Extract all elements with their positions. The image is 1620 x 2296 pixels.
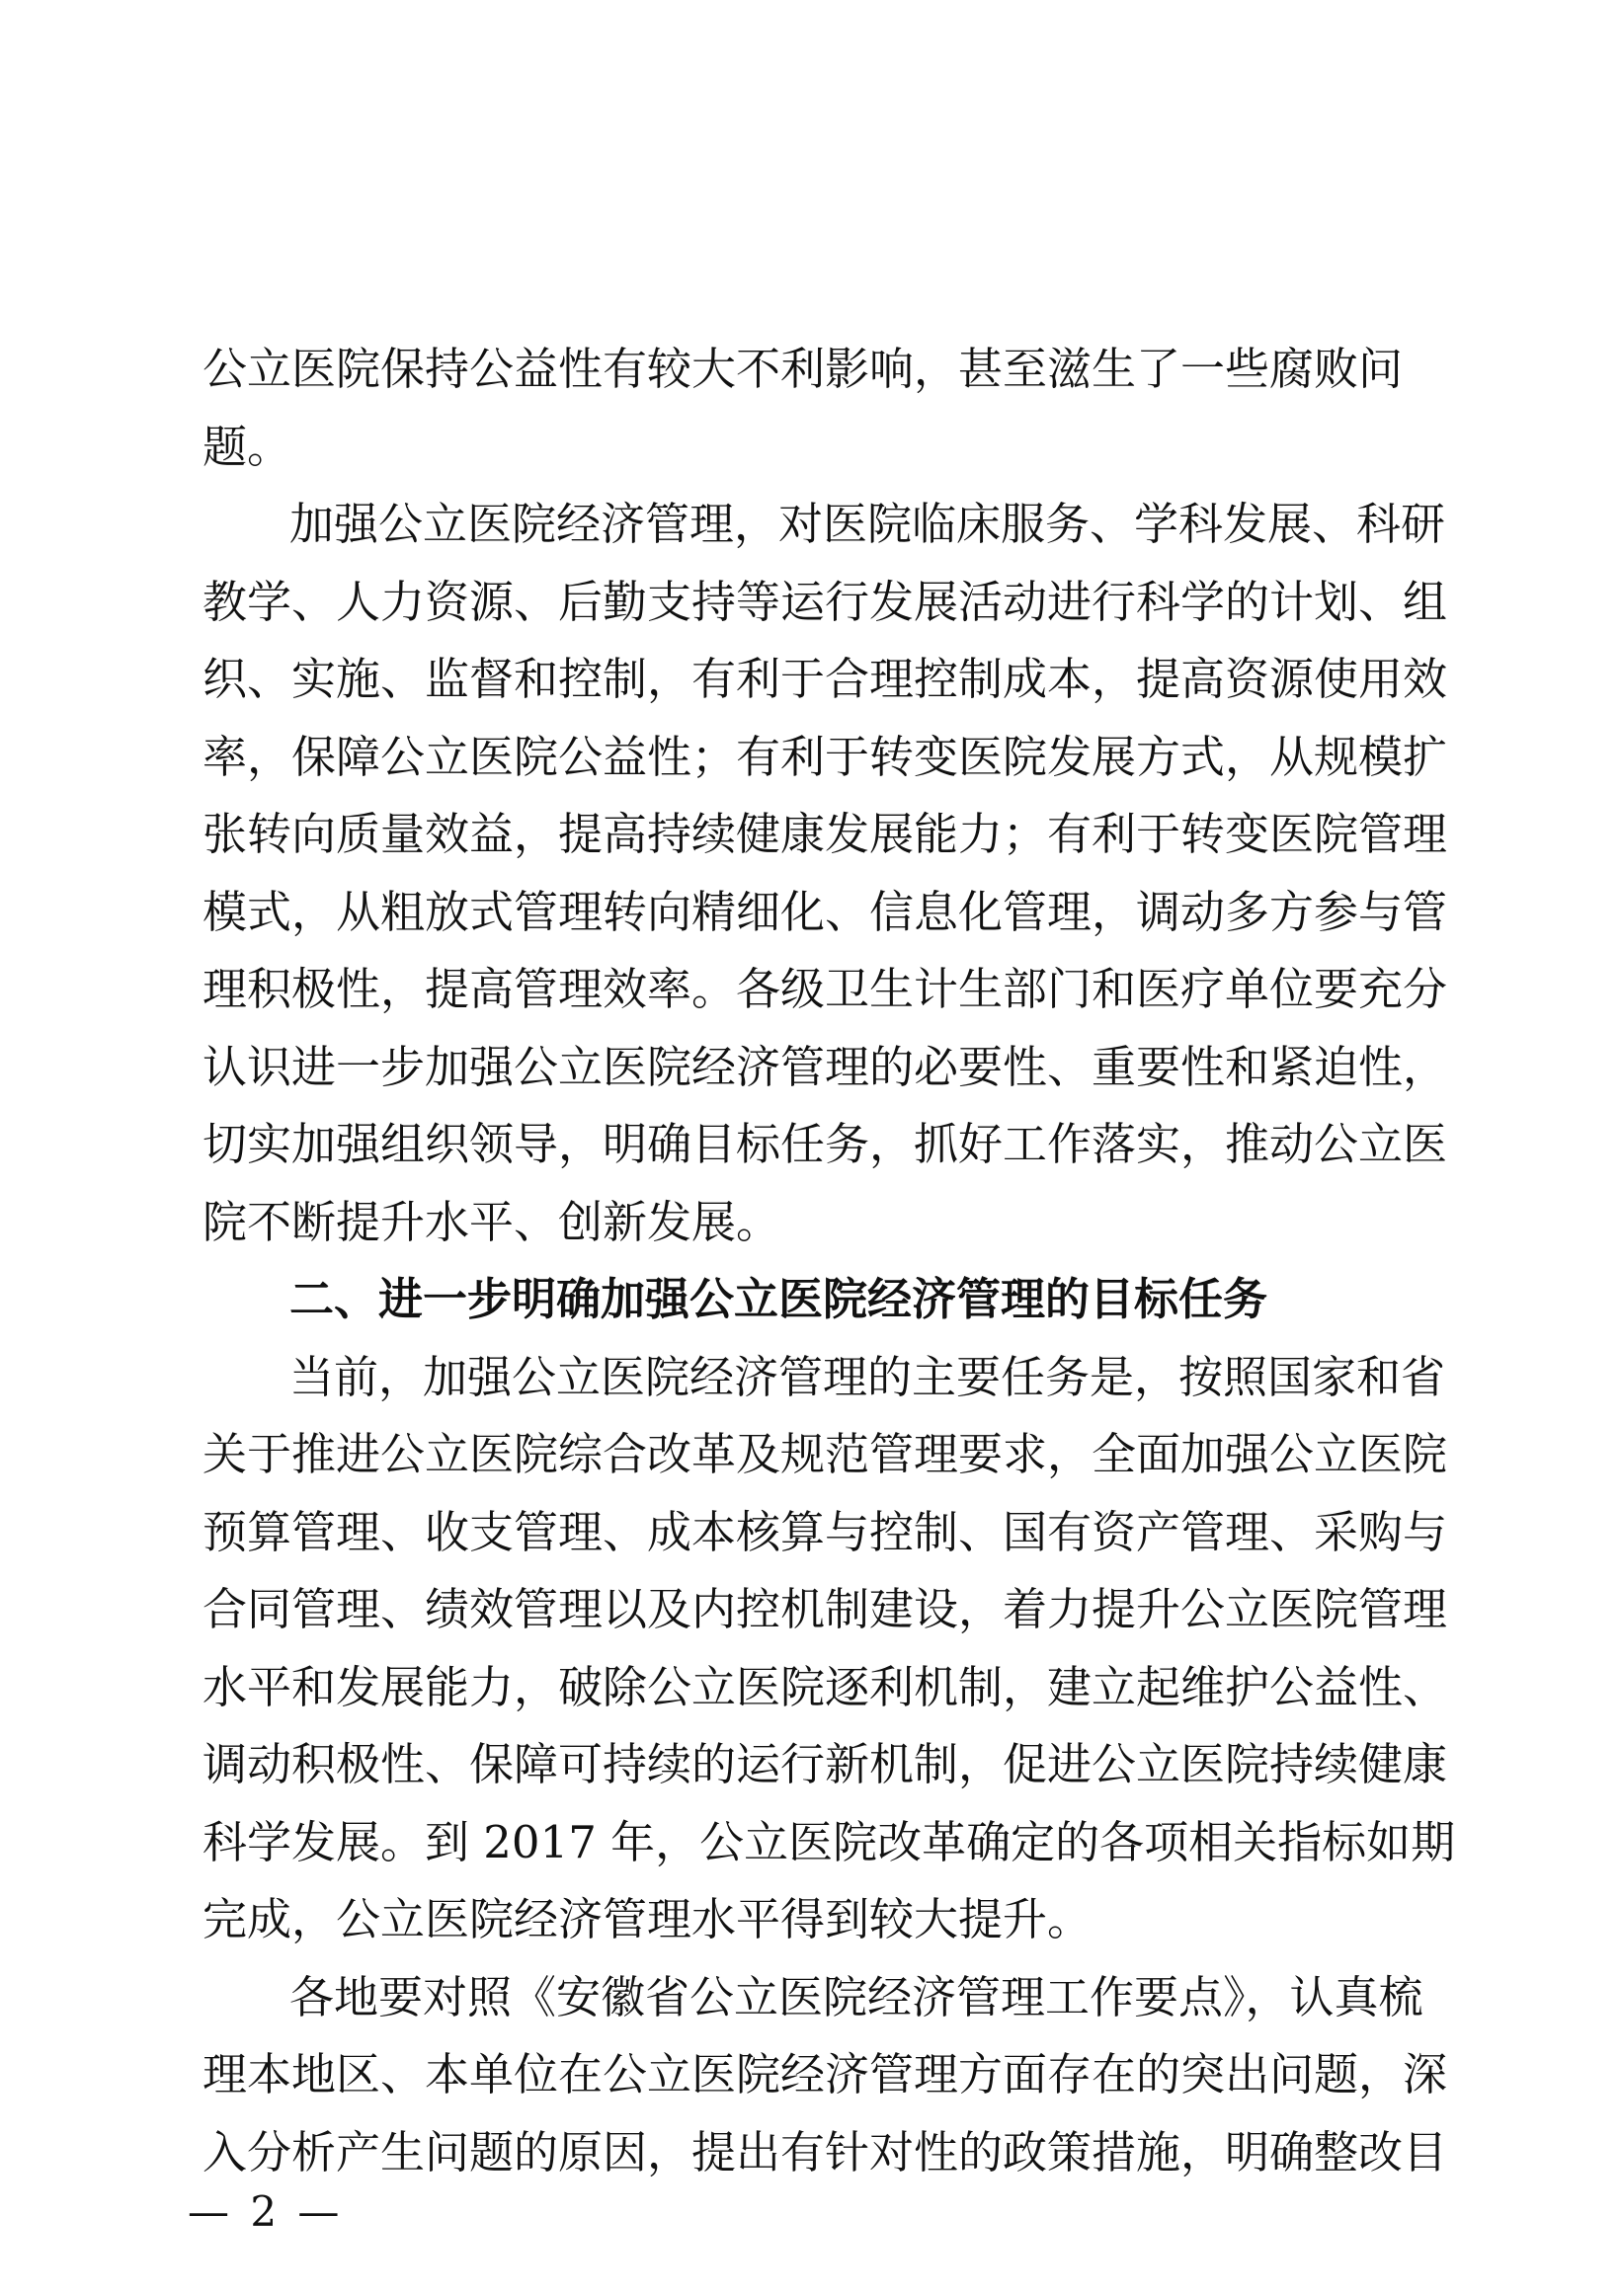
paragraph-first-line: 当前，加强公立医院经济管理的主要任务是，按照国家和省 xyxy=(289,1350,1446,1403)
text-line: 教学、人力资源、后勤支持等运行发展活动进行科学的计划、组 xyxy=(202,575,1448,628)
text-line: 水平和发展能力，破除公立医院逐利机制，建立起维护公益性、 xyxy=(202,1660,1448,1713)
paragraph-first-line: 各地要对照《安徽省公立医院经济管理工作要点》，认真梳 xyxy=(289,1970,1423,2023)
document-body xyxy=(202,331,1456,2191)
text-line: 织、实施、监督和控制，有利于合理控制成本，提高资源使用效 xyxy=(202,653,1448,705)
text-line: 完成，公立医院经济管理水平得到较大提升。 xyxy=(202,1893,1093,1945)
page-number: — 2 — xyxy=(188,2187,344,2236)
text-line: 关于推进公立医院综合改革及规范管理要求，全面加强公立医院 xyxy=(202,1428,1448,1480)
text-line: 题。 xyxy=(202,420,292,473)
text-line: 科学发展。到 2017 年，公立医院改革确定的各项相关指标如期 xyxy=(202,1815,1456,1868)
text-line: 理积极性，提高管理效率。各级卫生计生部门和医疗单位要充分 xyxy=(202,963,1448,1015)
text-line: 模式，从粗放式管理转向精细化、信息化管理，调动多方参与管 xyxy=(202,885,1448,938)
text-line: 率，保障公立医院公益性；有利于转变医院发展方式，从规模扩 xyxy=(202,730,1448,783)
text-line: 认识进一步加强公立医院经济管理的必要性、重要性和紧迫性， xyxy=(202,1040,1448,1093)
text-line: 公立医院保持公益性有较大不利影响，甚至滋生了一些腐败问 xyxy=(202,343,1404,395)
text-line: 入分析产生问题的原因，提出有针对性的政策措施，明确整改目 xyxy=(202,2125,1448,2178)
section-heading: 二、进一步明确加强公立医院经济管理的目标任务 xyxy=(289,1273,1268,1325)
text-line: 理本地区、本单位在公立医院经济管理方面存在的突出问题，深 xyxy=(202,2048,1448,2100)
text-line: 合同管理、绩效管理以及内控机制建设，着力提升公立医院管理 xyxy=(202,1583,1448,1635)
text-line: 预算管理、收支管理、成本核算与控制、国有资产管理、采购与 xyxy=(202,1505,1448,1558)
text-line: 切实加强组织领导，明确目标任务，抓好工作落实，推动公立医 xyxy=(202,1118,1448,1170)
text-line: 张转向质量效益，提高持续健康发展能力；有利于转变医院管理 xyxy=(202,808,1448,860)
paragraph-first-line: 加强公立医院经济管理，对医院临床服务、学科发展、科研 xyxy=(289,498,1446,550)
text-line: 院不断提升水平、创新发展。 xyxy=(202,1195,781,1248)
text-line: 调动积极性、保障可持续的运行新机制，促进公立医院持续健康 xyxy=(202,1738,1448,1790)
